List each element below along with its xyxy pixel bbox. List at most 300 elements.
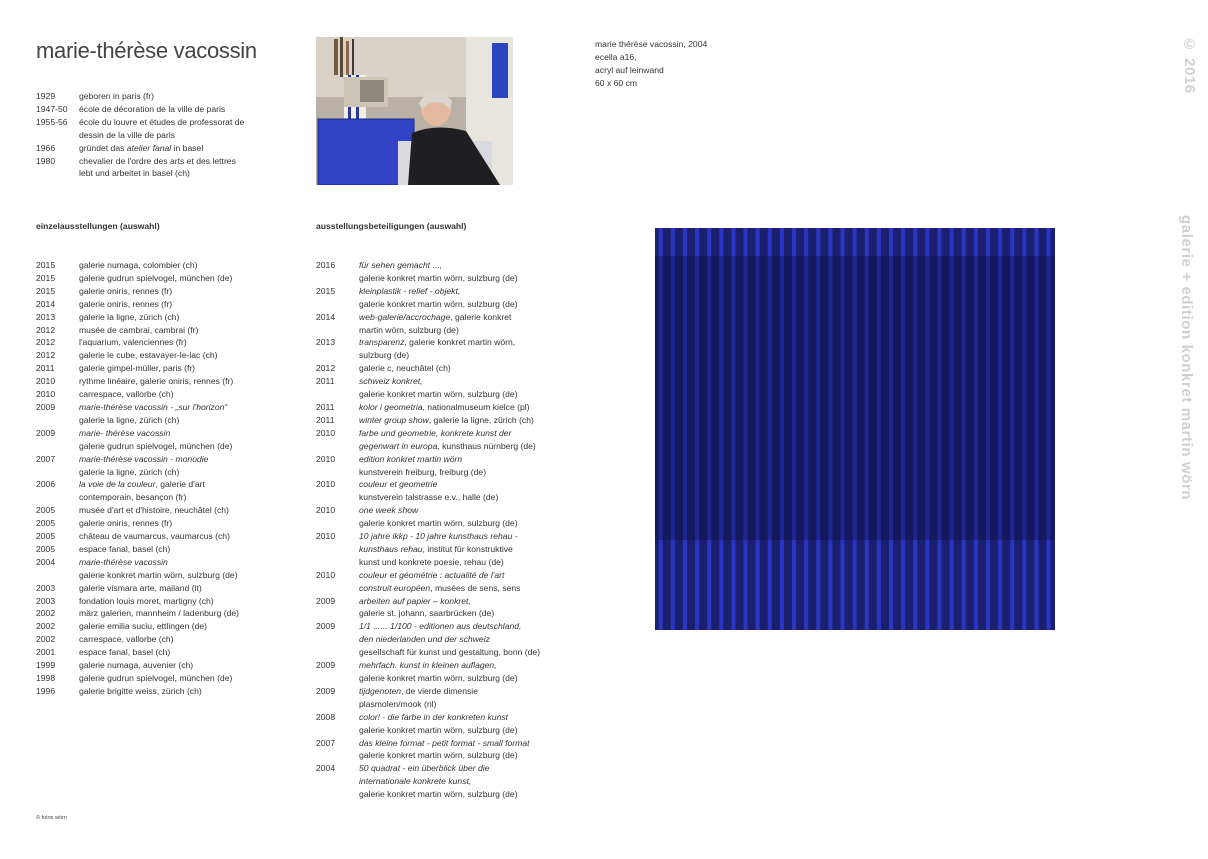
exhibition-venue: , galerie konkret martin wörn, [404,337,516,348]
artwork-painting [655,228,1055,630]
exhibition-venue: gesellschaft für kunst und gestaltung, bonn (de) [359,647,541,658]
exhibition-year: 2009 [316,621,336,632]
exhibition-row [36,311,286,324]
exhibition-row [36,453,286,466]
bio-text: école de décoration de la ville de paris [79,103,226,114]
exhibition-year: 2015 [316,285,336,296]
exhibition-title: winter group show [359,414,429,425]
bio-row [36,116,286,129]
bio-year: 1955-56 [36,116,68,127]
exhibition-venue: espace fanal, basel (ch) [79,647,171,658]
exhibition-text [359,749,576,762]
exhibition-year: 2007 [36,453,56,464]
exhibition-text [79,324,286,337]
exhibition-year: 2015 [36,260,56,270]
exhibition-year: 2012 [36,337,56,348]
exhibition-year [36,466,79,479]
exhibition-year: 2010 [316,505,336,516]
exhibition-year [316,672,359,685]
exhibition-year: 2015 [36,272,56,283]
solo-exhibitions-list [36,259,286,698]
exhibition-venue: galerie la ligne, zürich (ch) [79,466,180,477]
exhibition-row [316,749,576,762]
bio-row [36,142,286,155]
exhibition-venue: galerie vismara arte, mailand (it) [79,582,202,593]
group-heading: ausstellungsbeteiligungen (auswahl) [316,221,467,231]
exhibition-venue: , institut für konstruktive [422,543,513,554]
bio-year: 1947-50 [36,103,68,114]
exhibition-year [316,298,359,311]
exhibition-text [359,375,576,388]
exhibition-text [359,504,576,517]
exhibition-venue: kunst und konkrete poesie, rehau (de) [359,556,504,567]
exhibition-row [36,556,286,569]
exhibition-year [316,724,359,737]
bio-text: chevalier de l'ordre des arts et des lettres [79,155,236,166]
exhibition-row [316,530,576,543]
exhibition-title: color! - die farbe in der konkreten kunst [359,711,509,722]
exhibition-venue: galerie gudrun spielvogel, münchen (de) [79,272,233,283]
exhibition-venue: galerie gimpel-müller, paris (fr) [79,363,196,374]
exhibition-row [36,685,286,698]
exhibition-title: kolor i geometria [359,401,423,412]
exhibition-venue: rythme linéaire, galerie oniris, rennes (fr) [79,376,234,387]
exhibition-row [36,530,286,543]
exhibition-text [79,298,286,311]
exhibition-title: das kleine format - petit format - small format [359,737,530,748]
exhibition-text [359,285,576,298]
exhibition-year: 2011 [36,363,55,374]
exhibition-text [79,685,286,698]
caption-line: acryl auf leinwand [595,64,664,75]
exhibition-venue: galerie konkret martin wörn, sulzburg (de) [359,518,518,529]
exhibition-text [79,646,286,659]
exhibition-text [359,569,576,582]
exhibition-row [36,491,286,504]
exhibition-venue: galerie c, neuchâtel (ch) [359,363,451,374]
exhibition-title: marie- thérèse vacossin [79,427,171,438]
exhibition-text [79,440,286,453]
exhibition-title: den niederlanden und der schweiz [359,634,490,645]
exhibition-text [79,659,286,672]
exhibition-title: web-galerie/accrochage [359,311,451,322]
exhibition-venue: , musées de sens, sens [430,582,521,593]
exhibition-text [359,530,576,543]
exhibition-venue: galerie konkret martin wörn, sulzburg (de) [359,789,518,800]
exhibition-year: 2010 [36,389,56,400]
exhibition-row [316,324,576,337]
exhibition-year: 2012 [36,324,56,335]
exhibition-venue: fondation louis moret, martigny (ch) [79,595,214,606]
group-exhibitions-list [316,259,576,801]
exhibition-row [36,646,286,659]
exhibition-text [79,607,286,620]
exhibition-text [359,414,576,427]
exhibition-text [359,646,576,659]
exhibition-year: 2004 [316,763,336,774]
exhibition-text [79,569,286,582]
bio-year [36,129,79,142]
exhibition-year: 2013 [36,311,56,322]
exhibition-text [359,633,576,646]
exhibition-row [36,349,286,362]
exhibition-row [36,466,286,479]
exhibition-row [36,595,286,608]
caption-line: 60 x 60 cm [595,77,638,88]
exhibition-text [359,711,576,724]
exhibition-row [36,401,286,414]
exhibition-text [359,607,576,620]
exhibition-year: 2010 [316,531,336,542]
exhibition-year [316,698,359,711]
exhibition-venue: contemporain, besançon (fr) [79,492,187,503]
exhibition-year [316,582,359,595]
exhibition-title: edition konkret martin wörn [359,453,463,464]
bio-text: geboren in paris (fr) [79,91,154,101]
exhibition-text [79,388,286,401]
exhibition-year: 2014 [36,298,56,309]
exhibition-row [36,362,286,375]
exhibition-text [359,659,576,672]
exhibition-text [359,478,576,491]
exhibition-text [359,582,576,595]
exhibition-row [36,388,286,401]
exhibition-title: farbe und geometrie, konkrete kunst der [359,427,512,438]
exhibition-venue: , nationalmuseum kielce (pl) [422,401,530,412]
exhibition-title: für sehen gemacht ..., [359,260,443,270]
exhibition-row [316,517,576,530]
exhibition-row [316,349,576,362]
exhibition-title: marie-thérèse vacossin [79,556,168,567]
exhibition-year: 2013 [316,337,336,348]
exhibition-text [359,517,576,530]
exhibition-text [359,324,576,337]
exhibition-text [79,427,286,440]
exhibition-row [36,259,286,272]
exhibition-text [79,633,286,646]
exhibition-year: 1998 [36,673,56,683]
exhibition-row [36,414,286,427]
exhibition-year [316,543,359,556]
exhibition-venue: martin wörn, sulzburg (de) [359,324,459,335]
exhibition-text [359,440,576,453]
exhibition-row [316,711,576,724]
exhibition-row [36,375,286,388]
exhibition-year: 2016 [316,260,336,270]
copyright-vertical: © 2016 [1181,36,1198,94]
exhibition-year [316,749,359,762]
exhibition-venue: galerie konkret martin wörn, sulzburg (de) [79,569,238,580]
exhibition-year [36,440,79,453]
exhibition-venue: galerie konkret martin wörn, sulzburg (de) [359,724,518,735]
exhibition-title: 1/1 ...... 1/100 - editionen aus deutschland, [359,621,522,632]
exhibition-text [359,685,576,698]
exhibition-year [36,491,79,504]
exhibition-venue: , galerie konkret [450,311,512,322]
exhibition-year: 2002 [36,634,56,645]
exhibition-row [36,504,286,517]
exhibition-text [359,595,576,608]
exhibition-title: kleinplastik - relief - objekt, [359,285,461,296]
exhibition-row [36,543,286,556]
exhibition-row [316,311,576,324]
exhibition-title: gegenwart in europa [359,440,438,451]
exhibition-row [316,569,576,582]
exhibition-text [79,530,286,543]
exhibition-year: 2012 [316,363,336,374]
exhibition-row [316,556,576,569]
exhibition-row [316,362,576,375]
exhibition-row [316,582,576,595]
exhibition-venue: galerie numaga, auvenier (ch) [79,660,194,671]
exhibition-text [359,737,576,750]
exhibition-text [359,788,576,801]
exhibition-venue: musée de cambrai, cambrai (fr) [79,324,199,335]
exhibition-row [316,466,576,479]
exhibition-year [316,788,359,801]
exhibition-row [36,427,286,440]
exhibition-venue: , kunsthaus nürnberg (de) [437,440,536,451]
exhibition-venue: galerie konkret martin wörn, sulzburg (de) [359,673,518,683]
exhibition-title: internationale konkrete kunst, [359,776,472,787]
exhibition-text [79,311,286,324]
exhibition-year: 2010 [316,427,336,438]
exhibition-title: couleur et géométrie : actualité de l'art [359,569,505,580]
exhibition-venue: galerie oniris, rennes (fr) [79,285,173,296]
exhibition-year: 2002 [36,621,56,632]
exhibition-row [36,298,286,311]
exhibition-venue: l'aquarium, valenciennes (fr) [79,337,187,348]
exhibition-title: mehrfach. kunst in kleinen auflagen, [359,660,497,671]
exhibition-year [316,324,359,337]
exhibition-text [359,272,576,285]
exhibition-row [316,375,576,388]
exhibition-text [359,388,576,401]
exhibition-text [79,285,286,298]
exhibition-venue: galerie oniris, rennes (fr) [79,518,173,529]
exhibition-text [79,453,286,466]
exhibition-year: 2010 [316,479,336,490]
exhibition-venue: galerie konkret martin wörn, sulzburg (de) [359,389,518,400]
exhibition-text [359,620,576,633]
exhibition-year [316,775,359,788]
exhibition-text [359,427,576,440]
exhibition-text [359,491,576,504]
exhibition-row [36,336,286,349]
exhibition-venue: galerie konkret martin wörn, sulzburg (de) [359,272,518,283]
exhibition-venue: galerie st. johann, saarbrücken (de) [359,608,495,619]
exhibition-text [79,414,286,427]
exhibition-year: 2007 [316,737,336,748]
exhibition-venue: galerie konkret martin wörn, sulzburg (de) [359,298,518,309]
exhibition-text [359,543,576,556]
exhibition-text [79,362,286,375]
exhibition-venue: galerie gudrun spielvogel, münchen (de) [79,440,233,451]
exhibition-row [316,427,576,440]
exhibition-text [359,311,576,324]
exhibition-title: tijdgenoten [359,685,402,696]
exhibition-row [316,685,576,698]
exhibition-venue: château de vaumarcus, vaumarcus (ch) [79,531,230,542]
exhibition-text [79,491,286,504]
exhibition-text [359,672,576,685]
exhibition-title: couleur et geometrie [359,479,438,490]
exhibition-text [79,517,286,530]
exhibition-row [316,478,576,491]
bio-year: 1929 [36,91,56,101]
exhibition-venue: galerie brigitte weiss, zürich (ch) [79,685,202,696]
exhibition-row [316,414,576,427]
exhibition-year: 2009 [316,685,336,696]
bio-row [36,155,286,168]
exhibition-venue: espace fanal, basel (ch) [79,543,171,554]
exhibition-text [359,724,576,737]
exhibition-text [359,298,576,311]
artist-name: marie-thérèse vacossin [36,38,257,63]
exhibition-year [316,517,359,530]
exhibition-text [79,259,286,272]
bio-text: école du louvre et études de professorat de [79,116,245,127]
exhibition-text [79,336,286,349]
exhibition-year: 2014 [316,311,336,322]
bio-list [36,90,286,180]
exhibition-text [79,620,286,633]
bio-year: 1980 [36,155,56,166]
exhibition-year: 2005 [36,505,56,516]
exhibition-row [316,453,576,466]
exhibition-year: 2010 [36,376,56,387]
exhibition-row [36,569,286,582]
exhibition-year: 2010 [316,569,336,580]
caption-line: ecella a16, [595,51,637,62]
exhibition-title: schweiz konkret, [359,376,423,387]
exhibition-title: 10 jahre ikkp - 10 jahre kunsthaus rehau - [359,531,518,542]
exhibition-row [36,285,286,298]
exhibition-row [316,633,576,646]
exhibition-row [316,401,576,414]
exhibition-year: 2005 [36,543,56,554]
exhibition-row [316,259,576,272]
exhibition-title: kunsthaus rehau [359,543,423,554]
exhibition-row [36,659,286,672]
exhibition-row [316,543,576,556]
exhibition-year: 2011 [316,401,335,412]
exhibition-year: 2009 [316,595,336,606]
photo-credit: © fotos wörn [36,815,67,821]
exhibition-text [359,453,576,466]
exhibition-year [316,466,359,479]
exhibition-venue: carrespace, vallorbe (ch) [79,634,174,645]
exhibition-year: 2009 [316,660,336,671]
exhibition-row [316,285,576,298]
exhibition-title: one week show [359,505,419,516]
exhibition-text [359,556,576,569]
exhibition-text [79,672,286,685]
exhibition-row [36,517,286,530]
exhibition-row [316,620,576,633]
exhibition-title: marie-thérèse vacossin - „sur l'horizon“ [79,401,228,412]
exhibition-venue: sulzburg (de) [359,350,410,361]
exhibition-row [36,324,286,337]
exhibition-row [316,336,576,349]
artwork-caption [595,38,707,90]
exhibition-venue: , galerie d'art [155,479,205,490]
bio-text-italic: atelier fanal [126,142,172,153]
bio-row [36,103,286,116]
exhibition-row [36,440,286,453]
bio-row [36,167,286,180]
exhibition-year: 2001 [36,647,56,658]
exhibition-text [79,466,286,479]
exhibition-text [79,582,286,595]
exhibition-text [79,375,286,388]
exhibition-row [316,272,576,285]
exhibition-text [359,349,576,362]
artwork-canvas [655,228,1055,630]
exhibition-text [359,336,576,349]
exhibition-venue: galerie la ligne, zürich (ch) [79,414,180,425]
exhibition-row [316,659,576,672]
bio-year [36,167,79,180]
bio-year: 1966 [36,142,56,153]
exhibition-venue: galerie le cube, estavayer-le-lac (ch) [79,350,218,361]
exhibition-year: 2003 [36,582,56,593]
exhibition-row [36,607,286,620]
exhibition-year: 2005 [36,531,56,542]
exhibition-year: 2009 [36,427,56,438]
exhibition-row [316,504,576,517]
exhibition-row [316,762,576,775]
caption-line: marie thérèse vacossin, 2004 [595,39,708,49]
exhibition-row [316,388,576,401]
exhibition-text [79,504,286,517]
solo-heading: einzelausstellungen (auswahl) [36,221,160,231]
exhibition-row [316,440,576,453]
exhibition-row [36,582,286,595]
exhibition-text [359,775,576,788]
exhibition-year [316,440,359,453]
exhibition-row [316,491,576,504]
exhibition-venue: galerie oniris, rennes (fr) [79,298,173,309]
bio-text [79,142,286,155]
exhibition-year: 2005 [36,518,56,529]
exhibition-year: 1996 [36,685,56,696]
exhibition-row [36,620,286,633]
bio-text: lebt und arbeitet in basel (ch) [79,168,190,179]
exhibition-year: 2010 [316,453,336,464]
bio-text: dessin de la ville de paris [79,129,176,140]
exhibition-year [316,388,359,401]
exhibition-row [36,272,286,285]
exhibition-venue: carrespace, vallorbe (ch) [79,389,174,400]
exhibition-row [316,595,576,608]
exhibition-year: 2002 [36,608,56,619]
exhibition-row [36,672,286,685]
exhibition-row [316,646,576,659]
exhibition-row [316,788,576,801]
exhibition-venue: musée d'art et d'histoire, neuchâtel (ch) [79,505,229,516]
exhibition-venue: galerie la ligne, zürich (ch) [79,311,180,322]
exhibition-title: construit européen [359,582,431,593]
exhibition-year [36,569,79,582]
exhibition-text [79,543,286,556]
exhibition-row [316,672,576,685]
exhibition-year [316,633,359,646]
exhibition-year: 2006 [36,479,56,490]
exhibition-text [79,401,286,414]
exhibition-row [316,698,576,711]
exhibition-title: marie-thérèse vacossin - monodie [79,453,209,464]
